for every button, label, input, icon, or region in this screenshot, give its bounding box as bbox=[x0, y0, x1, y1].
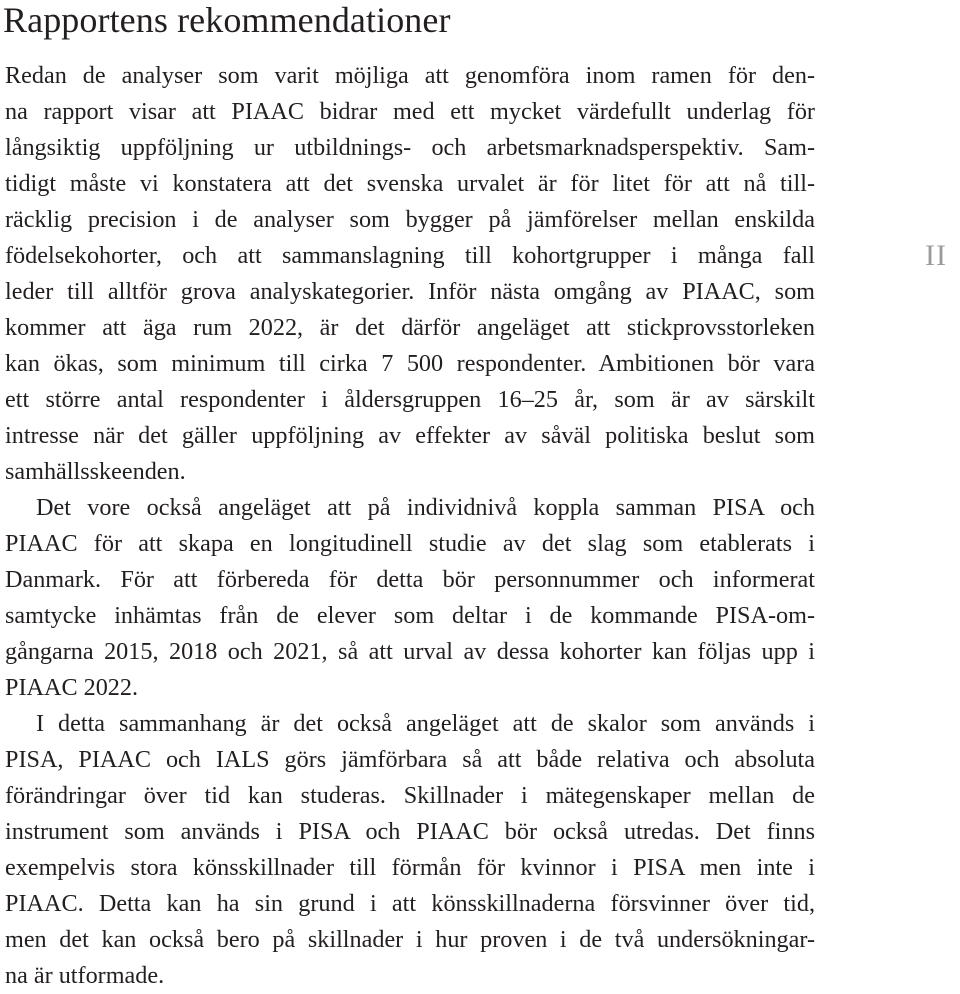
text-line: kan ökas, som minimum till cirka 7 500 respondenter. Ambitionen bör vara bbox=[5, 350, 815, 377]
text-line: födelsekohorter, och att sammanslagning till kohortgrupper i många fall bbox=[5, 242, 815, 269]
page-title: Rapportens rekommendationer bbox=[3, 0, 451, 40]
text-line: kommer att äga rum 2022, är det därför angeläget att stickprovsstorleken bbox=[5, 314, 815, 341]
text-line: tidigt måste vi konstatera att det svenska urvalet är för litet för att nå till- bbox=[5, 170, 815, 197]
text-line: instrument som används i PISA och PIAAC bör också utredas. Det finns bbox=[5, 818, 815, 845]
text-line: samtycke inhämtas från de elever som deltar i de kommande PISA-om- bbox=[5, 602, 815, 629]
text-line: gångarna 2015, 2018 och 2021, så att urval av dessa kohorter kan följas upp i bbox=[5, 638, 815, 665]
text-line: Det vore också angeläget att på individnivå koppla samman PISA och bbox=[36, 494, 815, 521]
text-line: na rapport visar att PIAAC bidrar med ett mycket värdefullt underlag för bbox=[5, 98, 815, 125]
text-line: PIAAC 2022. bbox=[5, 674, 139, 701]
text-line: räcklig precision i de analyser som bygger på jämförelser mellan enskilda bbox=[5, 206, 815, 233]
text-line: PISA, PIAAC och IALS görs jämförbara så att både relativa och absoluta bbox=[5, 746, 815, 773]
body-text bbox=[5, 58, 815, 994]
text-line: ett större antal respondenter i åldersgruppen 16–25 år, som är av särskilt bbox=[5, 386, 815, 413]
text-line: intresse när det gäller uppföljning av effekter av såväl politiska beslut som bbox=[5, 422, 815, 449]
text-line: na är utformade. bbox=[5, 962, 165, 989]
text-line: leder till alltför grova analyskategorier. Inför nästa omgång av PIAAC, som bbox=[5, 278, 815, 305]
text-line: exempelvis stora könsskillnader till förmån för kvinnor i PISA men inte i bbox=[5, 854, 815, 881]
text-line: I detta sammanhang är det också angeläget att de skalor som används i bbox=[36, 710, 815, 737]
text-line: men det kan också bero på skillnader i hur proven i de två undersökningar- bbox=[5, 926, 815, 953]
text-line: Redan de analyser som varit möjliga att genomföra inom ramen för den- bbox=[5, 62, 815, 89]
text-line: PIAAC. Detta kan ha sin grund i att könsskillnaderna försvinner över tid, bbox=[5, 890, 815, 917]
text-line: långsiktig uppföljning ur utbildnings- och arbetsmarknadsperspektiv. Sam- bbox=[5, 134, 815, 161]
page-number: II bbox=[925, 239, 947, 272]
text-line: PIAAC för att skapa en longitudinell studie av det slag som etablerats i bbox=[5, 530, 815, 557]
text-line: Danmark. För att förbereda för detta bör personnummer och informerat bbox=[5, 566, 815, 593]
text-line: förändringar över tid kan studeras. Skillnader i mätegenskaper mellan de bbox=[5, 782, 815, 809]
text-line: samhällsskeenden. bbox=[5, 458, 186, 485]
